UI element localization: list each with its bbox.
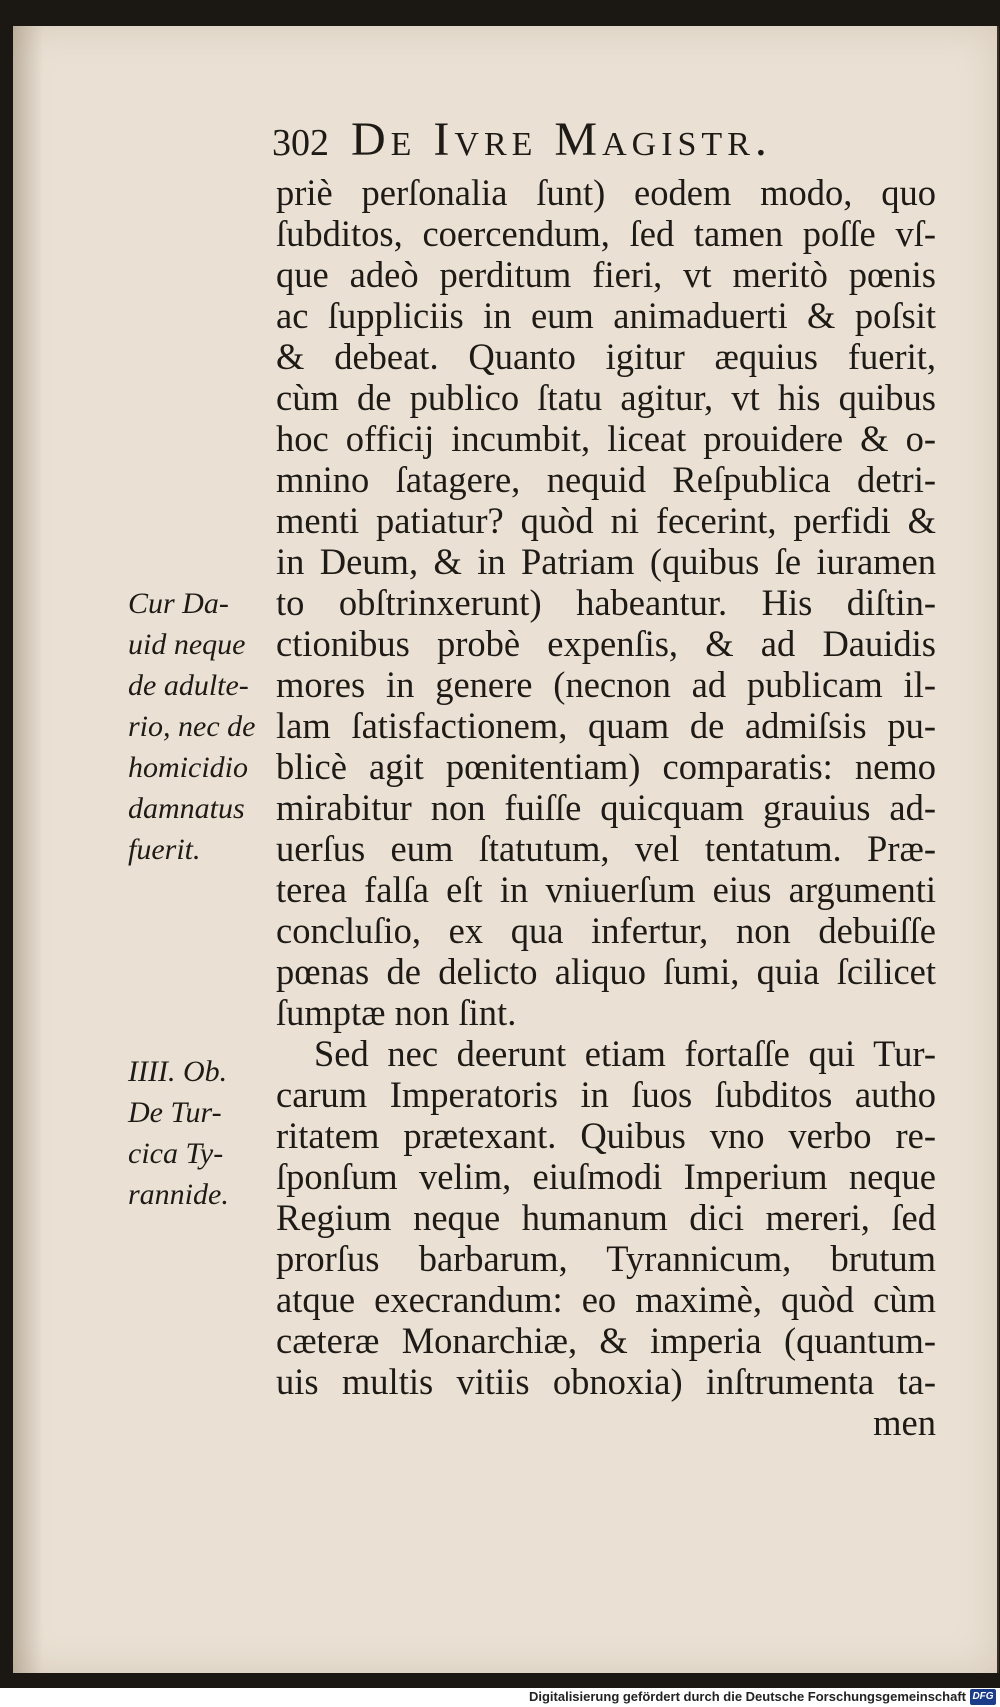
text-line: cæteræ Monarchiæ, & imperia (quantum- — [276, 1320, 936, 1361]
text-line: blicè agit pœnitentiam) comparatis: nemo — [276, 746, 936, 787]
text-line: ſumptæ non ſint. — [276, 992, 517, 1033]
text-line: uis multis vitiis obnoxia) inſtrumenta ta- — [276, 1361, 936, 1402]
text-line: ctionibus probè expenſis, & ad Dauidis — [276, 623, 936, 664]
text-line: ſubditos, coercendum, ſed tamen poſſe vſ- — [276, 213, 936, 254]
text-line: lam ſatisfactionem, quam de admiſsis pu- — [276, 705, 936, 746]
text-line: carum Imperatoris in ſuos ſubditos autho — [276, 1074, 936, 1115]
text-line: cùm de publico ſtatu agitur, vt his quibus — [276, 377, 936, 418]
margin-note-david — [128, 583, 268, 870]
text-line: ritatem prætexant. Quibus vno verbo re- — [276, 1115, 936, 1156]
footer-bar — [0, 1688, 1000, 1707]
text-line: hoc officij incumbit, liceat prouidere & o- — [276, 418, 936, 459]
text-line: atque execrandum: eo maximè, quòd cùm — [276, 1279, 936, 1320]
margin-note-line: IIII. Ob. — [128, 1055, 228, 1088]
text-line: mnino ſatagere, nequid Reſpublica detri- — [276, 459, 936, 500]
margin-note-line: homicidio — [128, 751, 248, 784]
text-line: Regium neque humanum dici mereri, ſed — [276, 1197, 936, 1238]
text-line: ſponſum velim, eiuſmodi Imperium neque — [276, 1156, 936, 1197]
running-head — [272, 112, 912, 172]
text-line: Sed nec deerunt etiam fortaſſe qui Tur- — [314, 1033, 936, 1074]
text-line: concluſio, ex qua infertur, non debuiſſe — [276, 910, 936, 951]
text-line: in Deum, & in Patriam (quibus ſe iuramen — [276, 541, 936, 582]
text-line: que adeò perditum fieri, vt meritò pœnis — [276, 254, 936, 295]
text-line: & debeat. Quanto igitur æquius fuerit, — [276, 336, 936, 377]
text-line: mores in genere (necnon ad publicam il- — [276, 664, 936, 705]
text-line: prorſus barbarum, Tyrannicum, brutum — [276, 1238, 936, 1279]
margin-note-line: cica Ty- — [128, 1137, 224, 1170]
margin-note-line: damnatus — [128, 792, 245, 825]
header-title: De Ivre Magistr. — [351, 113, 772, 166]
margin-note-line: fuerit. — [128, 833, 201, 866]
text-line: pœnas de delicto aliquo ſumi, quia ſcilicet — [276, 951, 936, 992]
funding-notice: Digitalisierung gefördert durch die Deutsche Forschungsgemeinschaft — [528, 1689, 966, 1704]
gutter-shadow — [13, 26, 43, 1673]
text-line: ac ſuppliciis in eum animaduerti & poſsit — [276, 295, 936, 336]
catchword: men — [873, 1402, 936, 1443]
margin-note-line: rio, nec de — [128, 710, 256, 743]
margin-note-line: De Tur- — [128, 1096, 222, 1129]
text-line: priè perſonalia ſunt) eodem modo, quo — [276, 172, 936, 213]
text-line: to obſtrinxerunt) habeantur. His diſtin- — [276, 582, 936, 623]
text-line: uerſus eum ſtatutum, vel tentatum. Præ- — [276, 828, 936, 869]
text-line: terea falſa eſt in vniuerſum eius argumenti — [276, 869, 936, 910]
margin-note-turkish-tyranny — [128, 1051, 268, 1215]
text-line: mirabitur non fuiſſe quicquam grauius ad- — [276, 787, 936, 828]
body-text — [276, 172, 936, 1443]
margin-note-line: Cur Da- — [128, 587, 229, 620]
text-line: menti patiatur? quòd ni fecerint, perfidi & — [276, 500, 936, 541]
dfg-logo-icon: DFG — [970, 1689, 996, 1705]
margin-note-line: de adulte- — [128, 669, 249, 702]
margin-note-line: uid neque — [128, 628, 246, 661]
margin-note-line: rannide. — [128, 1178, 229, 1211]
page-number: 302 — [272, 122, 329, 164]
